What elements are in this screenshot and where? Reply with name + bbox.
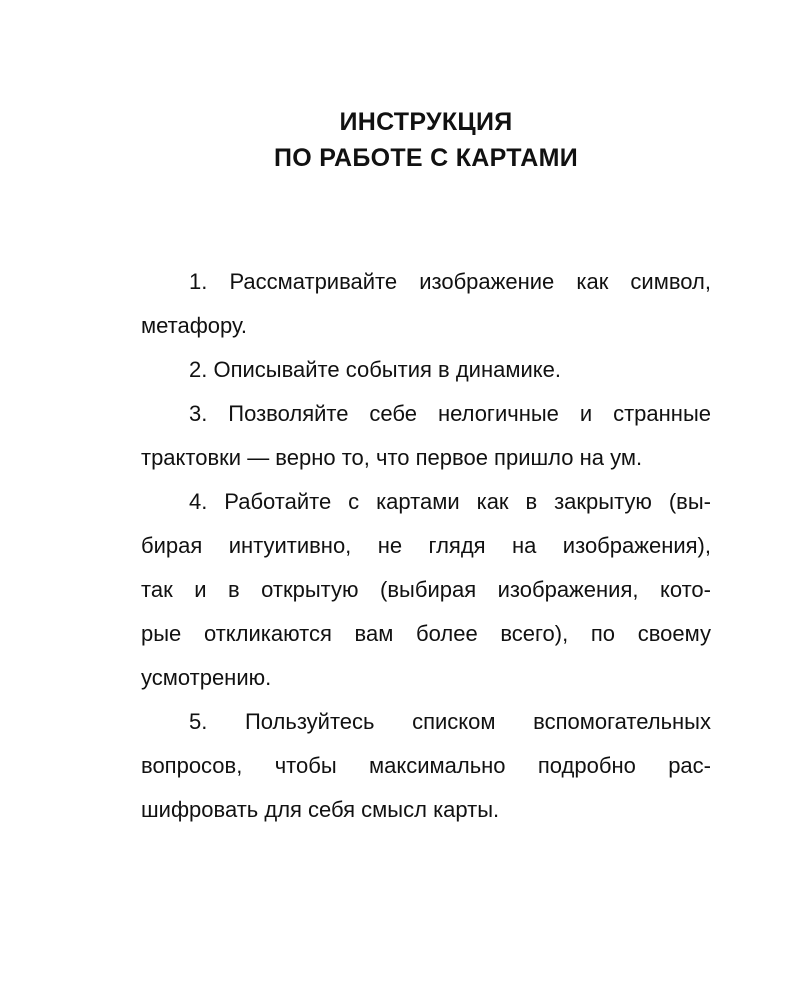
- page-title: [141, 104, 711, 176]
- instruction-item-3: [141, 392, 711, 480]
- item-4-line-2: бирая интуитивно, не глядя на изображения),: [141, 533, 711, 558]
- item-2-line-1: 2. Описывайте события в динамике.: [189, 357, 561, 382]
- item-1-line-1: 1. Рассматривайте изображение как символ,: [189, 269, 711, 294]
- item-4-line-1: 4. Работайте с картами как в закрытую (вы-: [189, 489, 711, 514]
- item-3-line-2: трактовки — верно то, что первое пришло на ум.: [141, 445, 643, 470]
- item-4-line-3: так и в открытую (выбирая изображения, кото-: [141, 577, 711, 602]
- item-5-line-3: шифровать для себя смысл карты.: [141, 797, 500, 822]
- document-page: [141, 104, 711, 832]
- instruction-item-2: [141, 348, 711, 392]
- item-4-line-4: рые откликаются вам более всего), по своему: [141, 621, 711, 646]
- item-3-line-1: 3. Позволяйте себе нелогичные и странные: [189, 401, 711, 426]
- item-1-line-2: метафору.: [141, 313, 247, 338]
- item-4-line-5: усмотрению.: [141, 665, 272, 690]
- title-line-2: ПО РАБОТЕ С КАРТАМИ: [273, 144, 579, 172]
- instruction-item-1: [141, 260, 711, 348]
- item-5-line-1: 5. Пользуйтесь списком вспомогательных: [189, 709, 711, 734]
- instruction-list: [141, 260, 711, 832]
- instruction-item-5: [141, 700, 711, 832]
- title-line-1: ИНСТРУКЦИЯ: [339, 108, 513, 136]
- item-5-line-2: вопросов, чтобы максимально подробно рас-: [141, 753, 711, 778]
- instruction-item-4: [141, 480, 711, 700]
